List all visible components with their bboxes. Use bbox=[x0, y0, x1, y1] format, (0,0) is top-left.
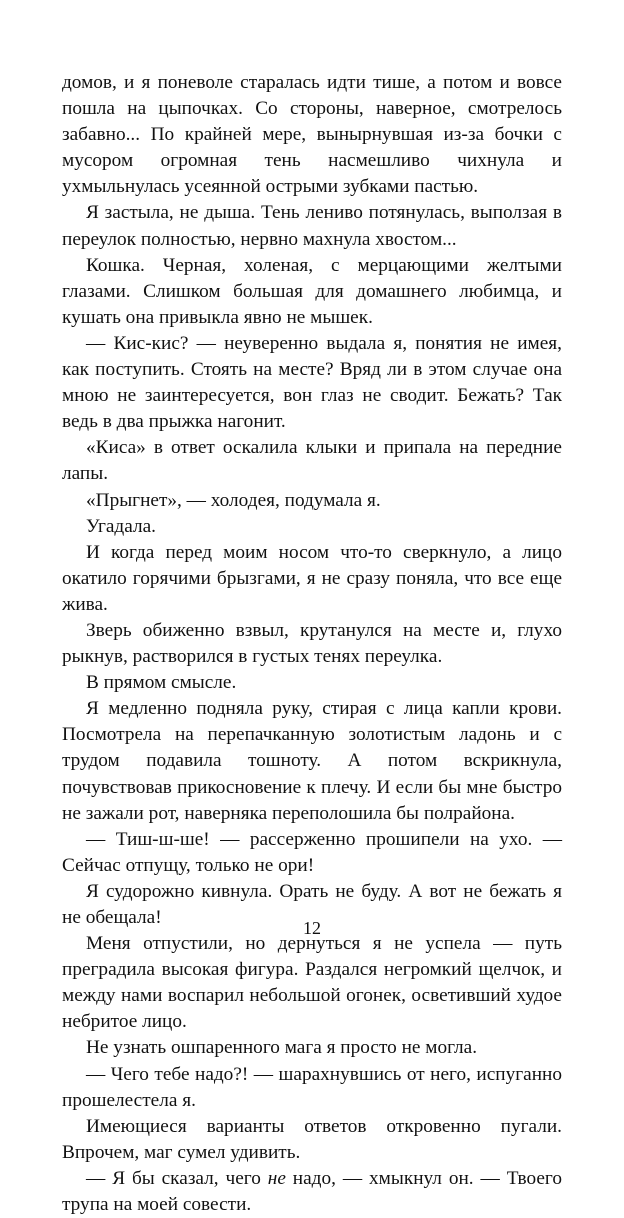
paragraph-2: Я застыла, не дыша. Тень лениво потянулась, выползая в переулок полностью, нервно махнула хвостом... bbox=[62, 202, 562, 250]
paragraph-18 bbox=[62, 1166, 562, 1218]
paragraph-1: домов, и я поневоле старалась идти тише, а потом и вовсе пошла на цыпочках. Со стороны, наверное, смотрелось забавно... По крайней мере, вынырнувшая из-за бочки с мусором огромная тень насмешливо чихнула и ухмыльнулась усеянной острыми зубками пастью. bbox=[62, 72, 562, 198]
paragraph-18-end: надо, — хмыкнул он. — Твоего трупа на моей совести. bbox=[62, 1167, 562, 1216]
paragraph-13: Я судорожно кивнула. Орать не буду. А вот не бежать я не обещала! bbox=[62, 880, 562, 928]
paragraph-14: Меня отпустили, но дернуться я не успела — путь преградила высокая фигура. Раздался негромкий щелчок, и между нами воспарил небольшой огонек, осветивший худое небритое лицо. bbox=[62, 933, 562, 1033]
paragraph-15: Не узнать ошпаренного мага я просто не могла. bbox=[86, 1037, 478, 1059]
paragraph-16: — Чего тебе надо?! — шарахнувшись от него, испуганно прошелестела я. bbox=[62, 1063, 562, 1111]
paragraph-17: Имеющиеся варианты ответов откровенно пугали. Впрочем, маг сумел удивить. bbox=[62, 1115, 562, 1163]
page-number: 12 bbox=[303, 918, 321, 938]
paragraph-7: Угадала. bbox=[86, 515, 156, 537]
paragraph-8: И когда перед моим носом что-то сверкнуло, а лицо окатило горячими брызгами, я не сразу поняла, что все еще жива. bbox=[62, 541, 562, 615]
paragraph-9: Зверь обиженно взвыл, крутанулся на месте и, глухо рыкнув, растворился в густых тенях переулка. bbox=[62, 619, 562, 668]
paragraph-4: — Кис-кис? — неуверенно выдала я, понятия не имея, как поступить. Стоять на месте? Вряд ли в этом случае она мною не заинтересуется, вон глаз не сводит. Бежать? Так ведь в два прыжка нагонит. bbox=[62, 332, 562, 433]
paragraph-18-emphasis: не bbox=[267, 1167, 286, 1189]
paragraph-5: «Киса» в ответ оскалила клыки и припала на передние лапы. bbox=[62, 437, 562, 485]
paragraph-6: «Прыгнет», — холодея, подумала я. bbox=[86, 489, 381, 511]
paragraph-11: Я медленно подняла руку, стирая с лица капли крови. Посмотрела на перепачканную золотистым ладонь и с трудом подавила тошноту. А потом вскрикнула, почувствовав прикосновение к плечу. И если бы мне быстро не зажали рот, наверняка переполошила бы полрайона. bbox=[62, 698, 562, 824]
paragraph-12: — Тиш-ш-ше! — рассерженно прошипели на ухо. — Сейчас отпущу, только не ори! bbox=[62, 828, 562, 876]
paragraph-10: В прямом смысле. bbox=[86, 672, 237, 694]
paragraph-18-start: — Я бы сказал, чего bbox=[86, 1167, 268, 1189]
paragraph-3: Кошка. Черная, холеная, с мерцающими желтыми глазами. Слишком большая для домашнего любимца, и кушать она привыкла явно не мышек. bbox=[62, 254, 562, 328]
book-page-text bbox=[62, 70, 562, 1218]
